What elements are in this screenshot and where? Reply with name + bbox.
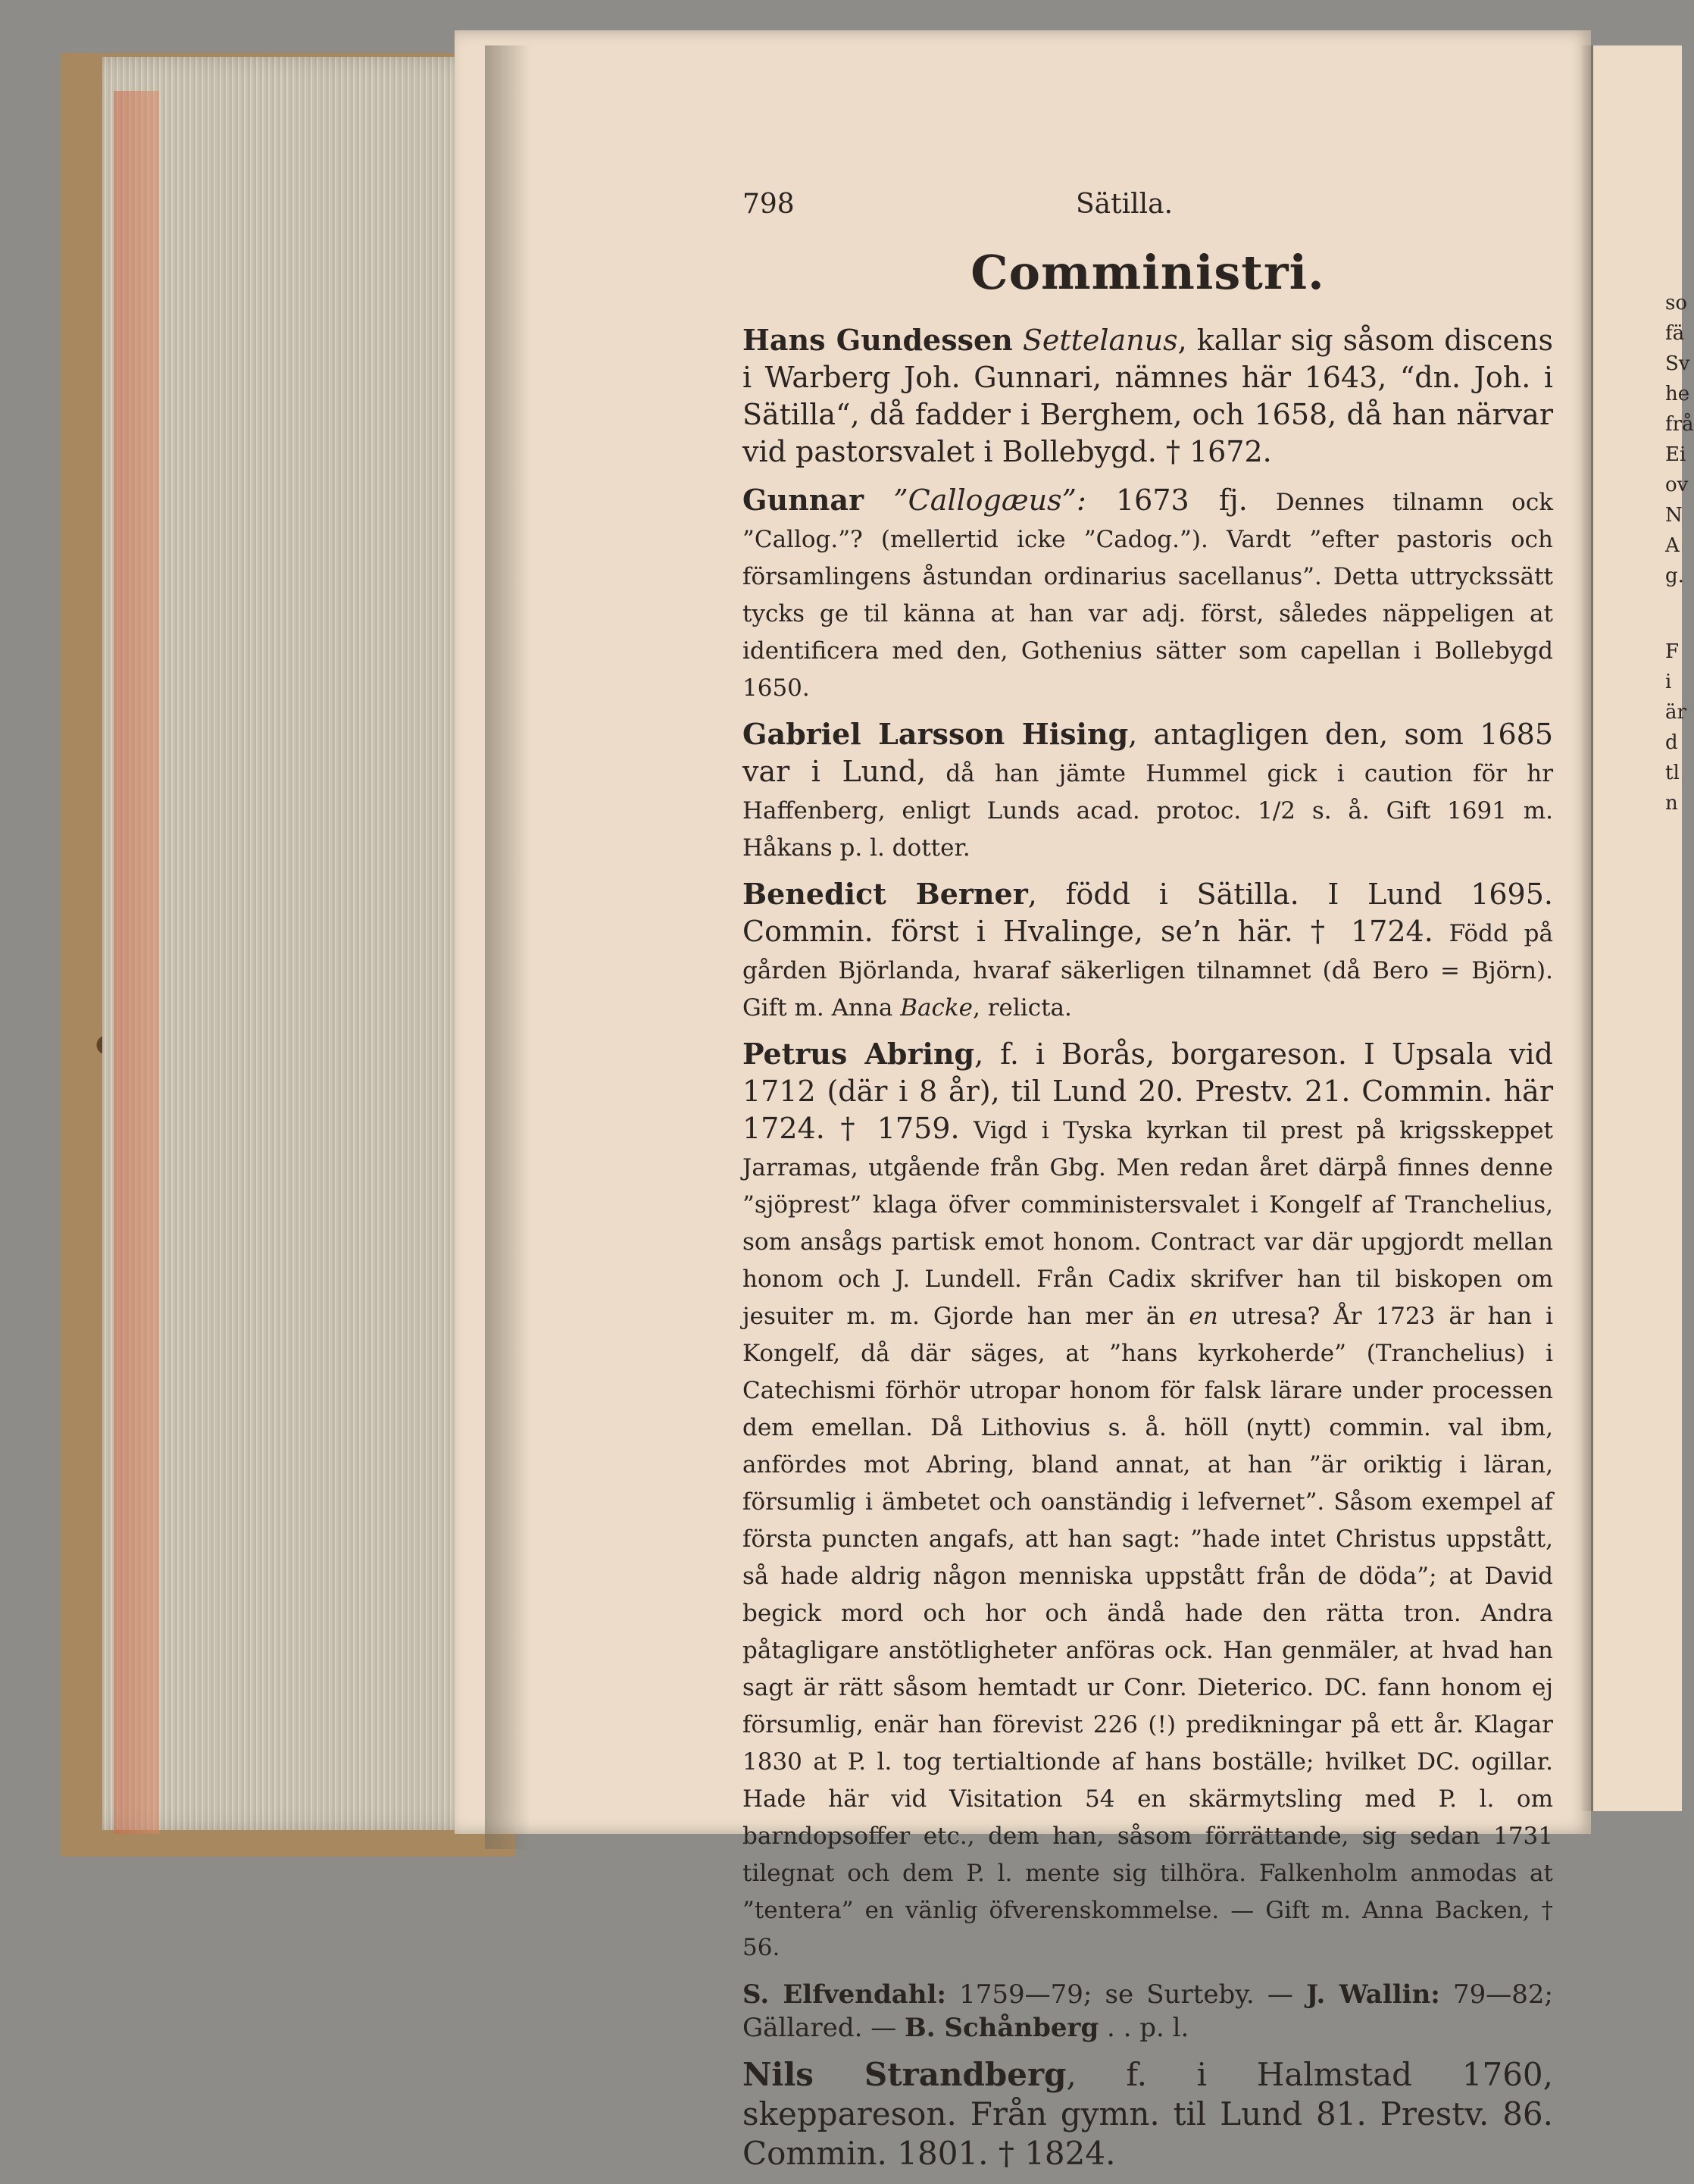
successor-text: . . p. l.	[1099, 2013, 1189, 2043]
entry-hans-gundessen	[742, 321, 1553, 471]
successor-line	[742, 1978, 1553, 2045]
entry-gunnar	[742, 481, 1553, 705]
fragment: i	[1665, 671, 1672, 693]
entry-name: Benedict Berner	[742, 877, 1028, 911]
entry-lead: 1673 fj.	[1086, 483, 1248, 517]
fragment: ov	[1665, 474, 1689, 496]
entry-note-italic: en	[1189, 1303, 1218, 1330]
fragment: tl	[1665, 762, 1680, 784]
entry-note-end: utresa? År 1723 är han i Kongelf, då där säges, at ”hans kyrkoherde” (Tranchelius) i Catechismi förhör utropar honom för falsk lärare under processen dem emellan. Då Lithovius s. å. höll (nytt) commin. val ibm, anfördes mot Abring, bland annat, at han ”är oriktig i läran, försumlig i ämbetet och oanständig i lefvernet”. Såsom exempel af första puncten angafs, att han sagt: ”hade intet Christus uppstått, så hade aldrig någon menniska uppstått från de döda”; at David begick mord och hor och ändå hade den rätta tron. Andra påtagligare anstötligheter anföras ock. Han genmäler, at hvad han sagt är rätt såsom hemtadt ur Conr. Dieterico. DC. fann honom ej försumlig, enär han förevist 226 (!) predikningar på ett år. Klagar 1830 at P. l. tog tertialtionde af hans boställe; hvilket DC. ogillar. Hade här vid Visitation 54 en skärmytsling med P. l. om barndopsoffer etc., dem han, såsom förrättande, sig sedan 1731 tilegnat och dem P. l. mente sig tilhöra. Falkenholm anmodas at ”tentera” en vänlig öfverenskommelse. — Gift m. Anna Backen, † 56.	[742, 1303, 1553, 1961]
fragment: g.	[1665, 565, 1684, 587]
entry-name: Gunnar	[742, 483, 864, 517]
entry-lead: , f. i Halmstad 1760, skeppareson. Från gymn. til Lund 81. Prestv. 86. Commin. 1801. † 1824.	[742, 2056, 1553, 2172]
entry-note: Dennes tilnamn ock ”Callog.”? (mellertid icke ”Cadog.”). Vardt ”efter pastoris och församlingens åstundan ordinarius sacellanus”. Detta uttryckssätt tycks ge til känna at han var adj. först, således näppeligen at identificera med den, Gothenius sätter som capellan i Bollebygd 1650.	[742, 489, 1553, 702]
successor-text: 79—82; Gällared. —	[742, 1979, 1553, 2043]
entry-benedict-berner	[742, 875, 1553, 1025]
successor-name: B. Schånberg	[905, 2013, 1099, 2043]
entry-epithet: ”Callogæus”:	[893, 483, 1086, 517]
fragment: so	[1665, 292, 1687, 314]
running-head: Sätilla.	[1076, 189, 1174, 220]
fragment: frå	[1665, 413, 1694, 436]
fragment: he	[1665, 383, 1690, 405]
successor-name: S. Elfvendahl:	[742, 1979, 946, 2010]
fragment: N	[1665, 504, 1683, 527]
fragment: F	[1665, 640, 1680, 663]
entry-lead: , f. i Borås, borgareson. I Upsala vid 1712 (där i 8 år), til Lund 20. Prestv. 21. Commin. här 1724. † 1759.	[742, 1037, 1553, 1145]
page-number: 798	[742, 189, 795, 220]
fragment: fä	[1665, 322, 1685, 345]
fragment: Sv	[1665, 352, 1690, 375]
entry-note: Född på gården Björlanda, hvaraf säkerligen tilnamnet (då Bero = Björn). Gift m. Anna	[742, 920, 1554, 1022]
entry-note-end: , relicta.	[973, 994, 1072, 1022]
spacer	[1665, 591, 1694, 637]
entry-epithet: Settelanus	[1022, 324, 1178, 357]
entry-lead: , född i Sätilla. I Lund 1695. Commin. först i Hvalinge, se’n här. † 1724.	[742, 878, 1553, 948]
entry-gabriel-hising	[742, 715, 1553, 865]
successor-text: 1759—79; se Surteby. —	[945, 1979, 1307, 2010]
page-text	[742, 178, 1553, 2184]
entry-body: , kallar sig såsom discens i Warberg Joh. Gunnari, nämnes här 1643, “dn. Joh. i Sätilla“, då fadder i Berghem, och 1658, då han närvar vid pastorsvalet i Bollebygd. † 1672.	[742, 324, 1553, 468]
entry-name: Petrus Abring	[742, 1037, 975, 1071]
spine-shadow	[485, 45, 530, 1849]
page-header	[742, 178, 1553, 231]
entry-nils-strandberg	[742, 2055, 1553, 2173]
section-title: Comministri.	[970, 245, 1325, 300]
entry-name: Hans Gundessen	[742, 323, 1013, 357]
fragment: Ei	[1665, 443, 1686, 466]
successor-name: J. Wallin:	[1306, 1979, 1440, 2010]
entry-name: Gabriel Larsson Hising	[742, 717, 1129, 751]
entry-note: då han jämte Hummel gick i caution för hr Haffenberg, enligt Lunds acad. protoc. 1/2 s. å. Gift 1691 m. Håkans p. l. dotter.	[742, 760, 1554, 862]
fragment: är	[1665, 701, 1686, 724]
entry-note: Vigd i Tyska kyrkan til prest på krigsskeppet Jarramas, utgående från Gbg. Men redan året därpå finnes denne ”sjöprest” klaga öfver comministersvalet i Kongelf af Tranchelius, som ansågs partisk emot honom. Contract var där upgjordt mellan honom och J. Lundell. Från Cadix skrifver han til biskopen om jesuiter m. m. Gjorde han mer än	[742, 1117, 1553, 1330]
fragment: n	[1665, 792, 1678, 815]
page-edge-color-band	[114, 91, 159, 1834]
entry-petrus-abring	[742, 1035, 1553, 1964]
entry-lead: , antagligen den, som 1685 var i Lund,	[742, 718, 1553, 788]
facing-page-fragments	[1665, 288, 1694, 818]
entry-name: Nils Strandberg	[742, 2056, 1067, 2093]
entry-note-italic: Backe	[900, 994, 973, 1022]
fragment: A	[1665, 534, 1680, 557]
fragment: d	[1665, 731, 1678, 754]
